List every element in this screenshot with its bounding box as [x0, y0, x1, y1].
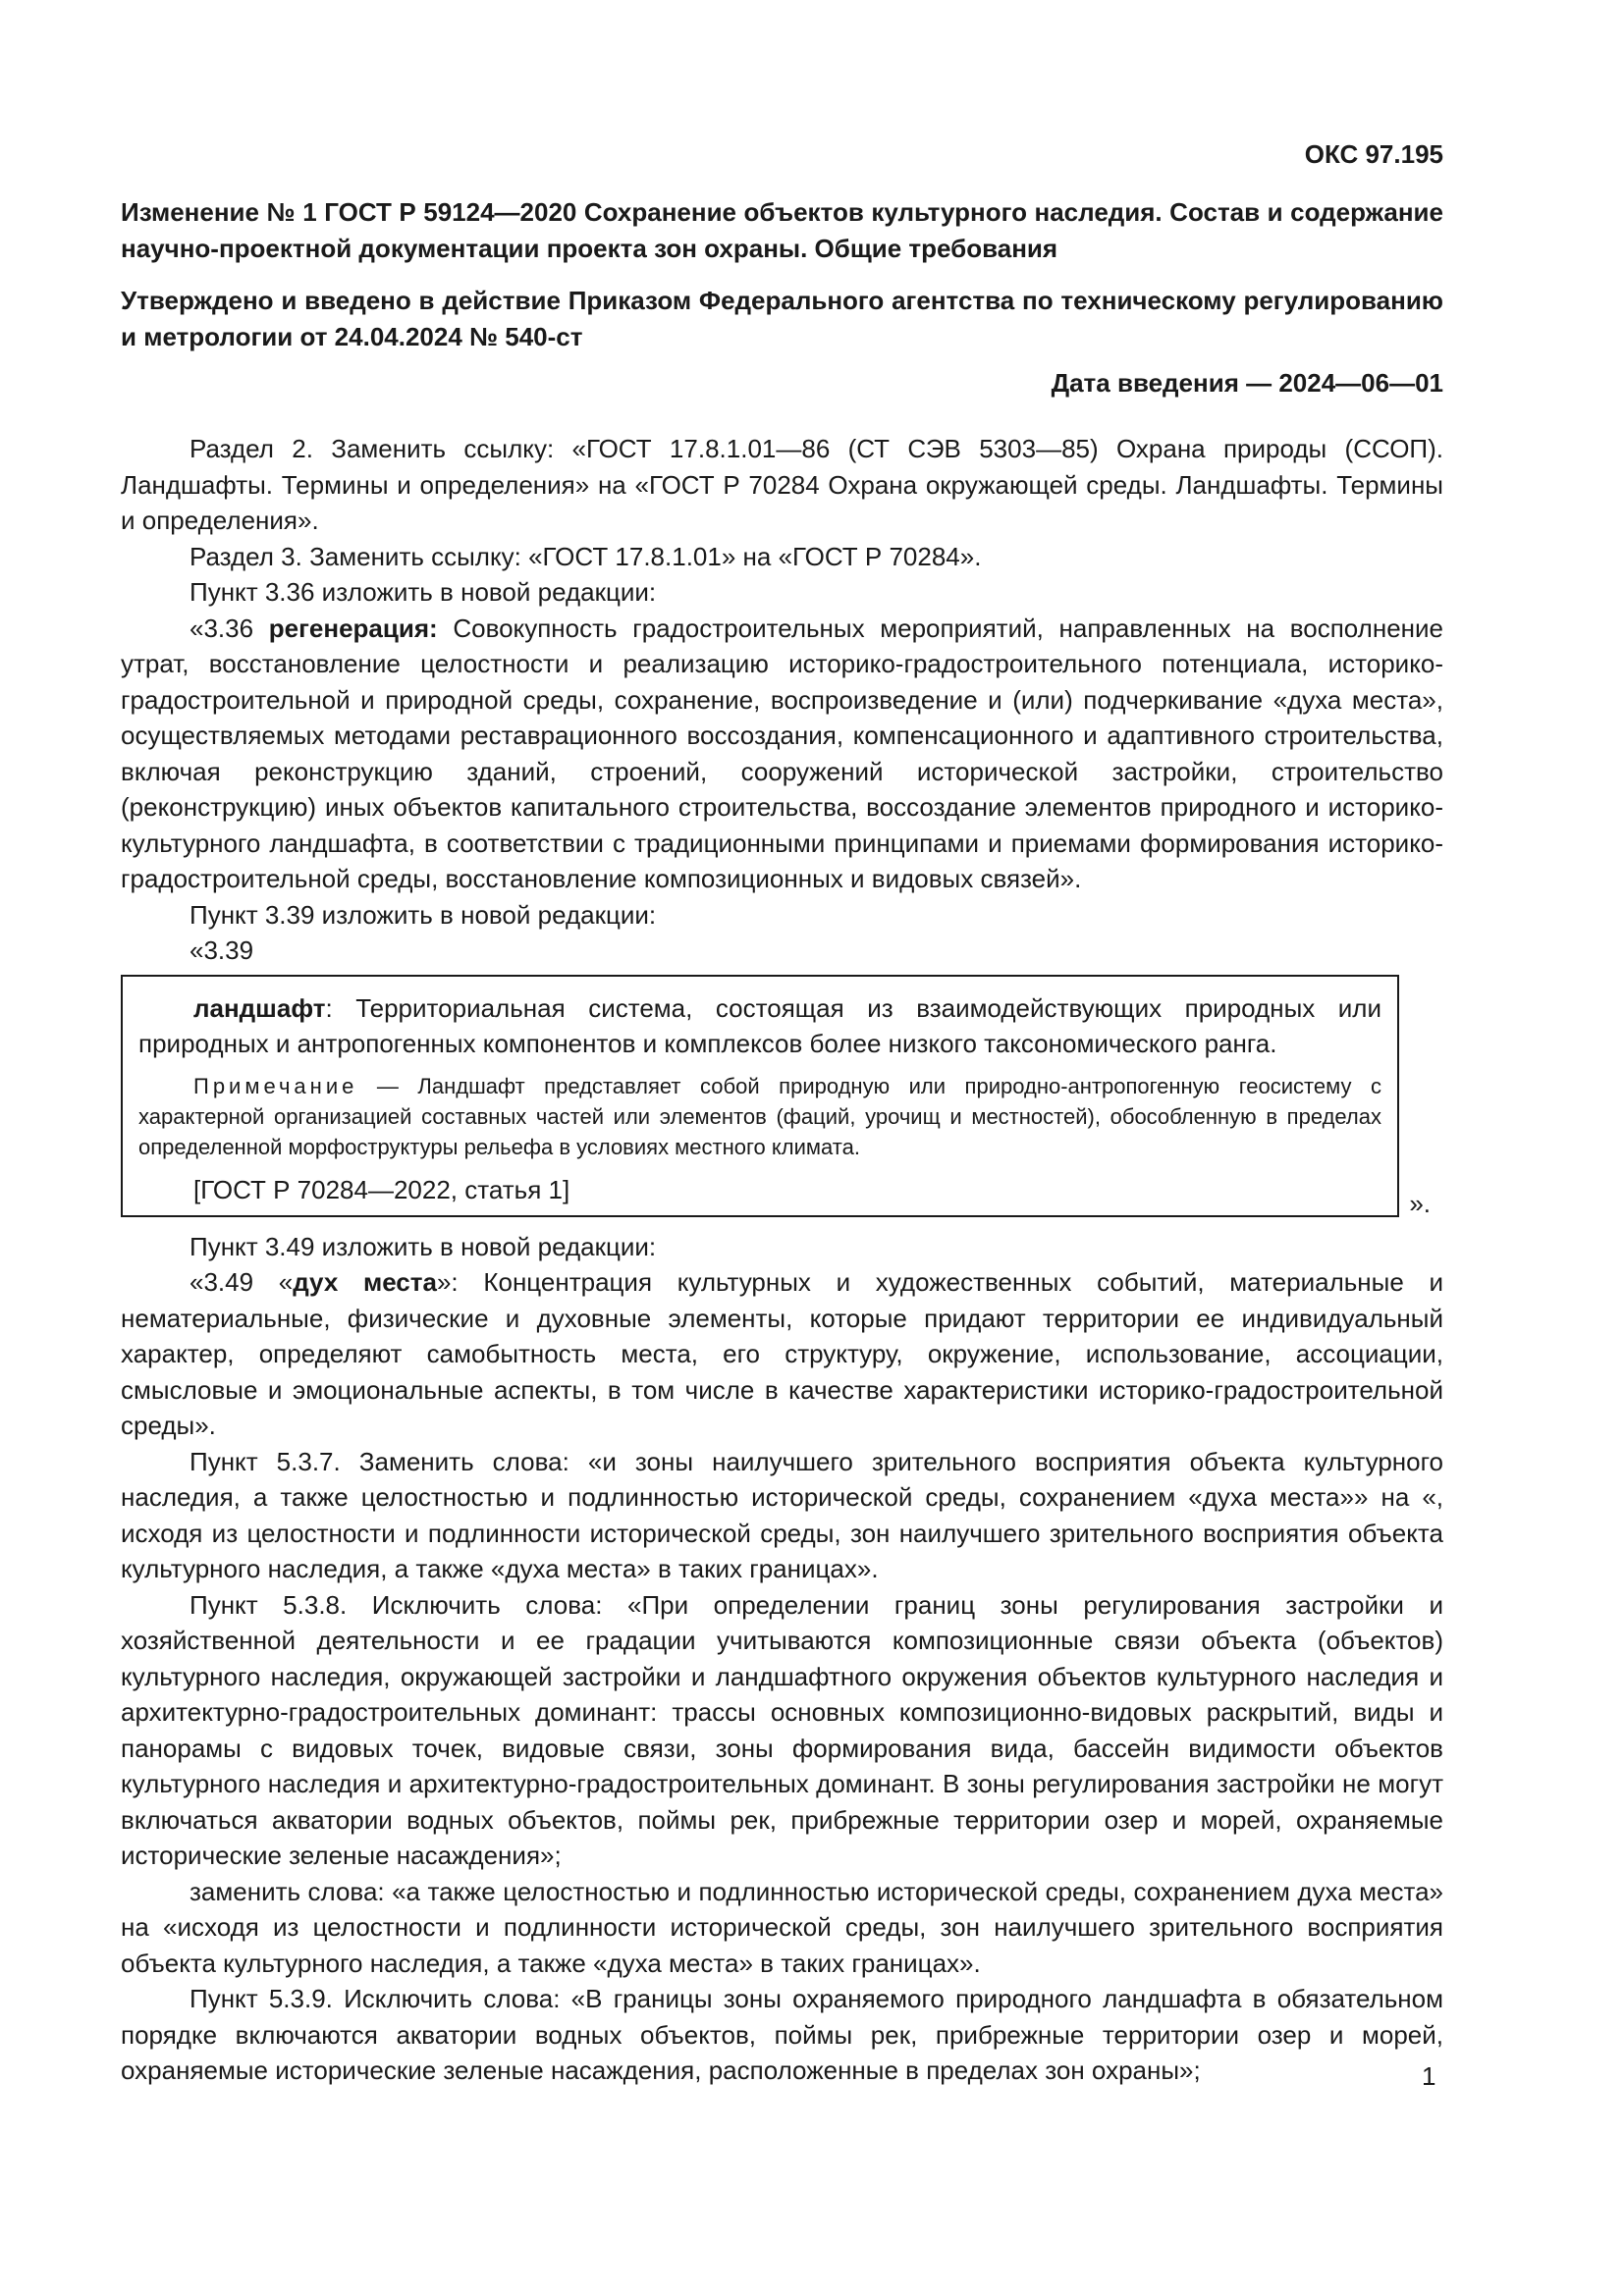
box-definition: [138, 990, 1381, 1061]
paragraph: «3.39: [189, 935, 254, 965]
paragraph: заменить слова: «а также целостностью и подлинностью исторической среды, сохранением духа места» на «исходя из целостности и подлинности исторической среды, зон наилучшего зрительного восприятия объекта культурного наследия, а также «духа места» в таких границах».: [121, 1876, 1443, 1978]
term-name: дух места: [293, 1267, 437, 1297]
term-definition-box: [121, 975, 1431, 1218]
term-definition: Совокупность градостроительных мероприятий, направленных на восполнение утрат, восстановление целостности и реализацию историко-градостроительного потенциала, историко-градостроительной и природной среды, сохранение, воспроизведение и (или) подчеркивание «духа места», осуществляемых методами реставрационного воссоздания, компенсационного и адаптивного строительства, включая реконструкцию зданий, строений, сооружений исторической застройки, строительство (реконструкцию) иных объектов капитального строительства, воссоздание элементов природного и историко-культурного ландшафта, в соответствии с традиционными принципами и приемами формирования историко-градостроительной среды, восстановление композиционных и видовых связей».: [121, 613, 1443, 893]
box-term: ландшафт: [193, 992, 326, 1023]
closing-quote: ».: [1409, 1188, 1431, 1218]
paragraph-term-3-36: [121, 611, 1443, 897]
paragraph: Пункт 3.39 изложить в новой редакции:: [189, 899, 657, 930]
paragraph: Пункт 3.36 изложить в новой редакции:: [189, 577, 657, 607]
document-body: [121, 431, 1443, 2089]
page-number: 1: [1422, 2061, 1436, 2091]
paragraph: Пункт 3.49 изложить в новой редакции:: [189, 1231, 657, 1261]
term-name: регенерация:: [268, 613, 438, 643]
approval-statement: Утверждено и введено в действие Приказом Федерального агентства по техническому регулированию и метрологии от 24.04.2024 № 540-ст: [121, 286, 1443, 351]
paragraph: Раздел 2. Заменить ссылку: «ГОСТ 17.8.1.01—86 (СТ СЭВ 5303—85) Охрана природы (ССОП). Ландшафты. Термины и определения» на «ГОСТ Р 70284 Охрана окружающей среды. Ландшафты. Термины и определения».: [121, 434, 1443, 535]
term-definition: »: Концентрация культурных и художественных событий, материальные и нематериальные, физические и духовные элементы, которые придают территории ее индивидуальный характер, определяют самобытность места, его структуру, окружение, использование, ассоциации, смысловые и эмоциональные аспекты, в том числе в качестве характеристики историко-градостроительной среды».: [121, 1267, 1443, 1440]
paragraph: Раздел 3. Заменить ссылку: «ГОСТ 17.8.1.01» на «ГОСТ Р 70284».: [189, 541, 982, 571]
term-number: «3.49 «: [189, 1267, 294, 1297]
box-source: [ГОСТ Р 70284—2022, статья 1]: [193, 1174, 570, 1204]
document-page: [121, 137, 1443, 2089]
term-number: «3.36: [189, 613, 269, 643]
box-note: [138, 1071, 1381, 1162]
note-label: Примечание: [193, 1073, 358, 1098]
box-definition-text: : Территориальная система, состоящая из взаимодействующих природных или природных и антропогенных компонентов и комплексов более низкого таксономического ранга.: [138, 992, 1381, 1058]
okc-code: ОКС 97.195: [1304, 139, 1443, 169]
effective-date: Дата введения — 2024—06—01: [1051, 368, 1443, 398]
paragraph: Пункт 5.3.9. Исключить слова: «В границы зоны охраняемого природного ландшафта в обязательном порядке включаются акватории водных объектов, поймы рек, прибрежные территории озер и морей, охраняемые исторические зеленые насаждения, расположенные в пределах зон охраны»;: [121, 1984, 1443, 2085]
document-title: Изменение № 1 ГОСТ Р 59124—2020 Сохранение объектов культурного наследия. Состав и содержание научно-проектной документации проекта зон охраны. Общие требования: [121, 197, 1443, 263]
paragraph: Пункт 5.3.8. Исключить слова: «При определении границ зоны регулирования застройки и хозяйственной деятельности и ее градации учитываются композиционные связи объекта (объектов) культурного наследия, окружающей застройки и ландшафтного окружения объектов культурного наследия и архитектурно-градостроительных доминант: трассы основных композиционно-видовых раскрытий, виды и панорамы с видовых точек, видовые связи, зоны формирования вида, бассейн видимости объектов культурного наследия и архитектурно-градостроительных доминант. В зоны регулирования застройки не могут включаться акватории водных объектов, поймы рек, прибрежные территории озер и морей, охраняемые исторические зеленые насаждения»;: [121, 1589, 1443, 1870]
paragraph-term-3-49: [121, 1264, 1443, 1444]
paragraph: Пункт 5.3.7. Заменить слова: «и зоны наилучшего зрительного восприятия объекта культурного наследия, а также целостностью и подлинностью исторической среды, сохранением «духа места»» на «, исходя из целостности и подлинности исторической среды, зон наилучшего зрительного восприятия объекта культурного наследия, а также «духа места» в таких границах».: [121, 1446, 1443, 1583]
note-text: — Ландшафт представляет собой природную или природно-антропогенную геосистему с характерной организацией составных частей или элементов (фаций, урочищ и местностей), обособленную в пределах определенной морфоструктуры рельефа в условиях местного климата.: [138, 1073, 1381, 1159]
